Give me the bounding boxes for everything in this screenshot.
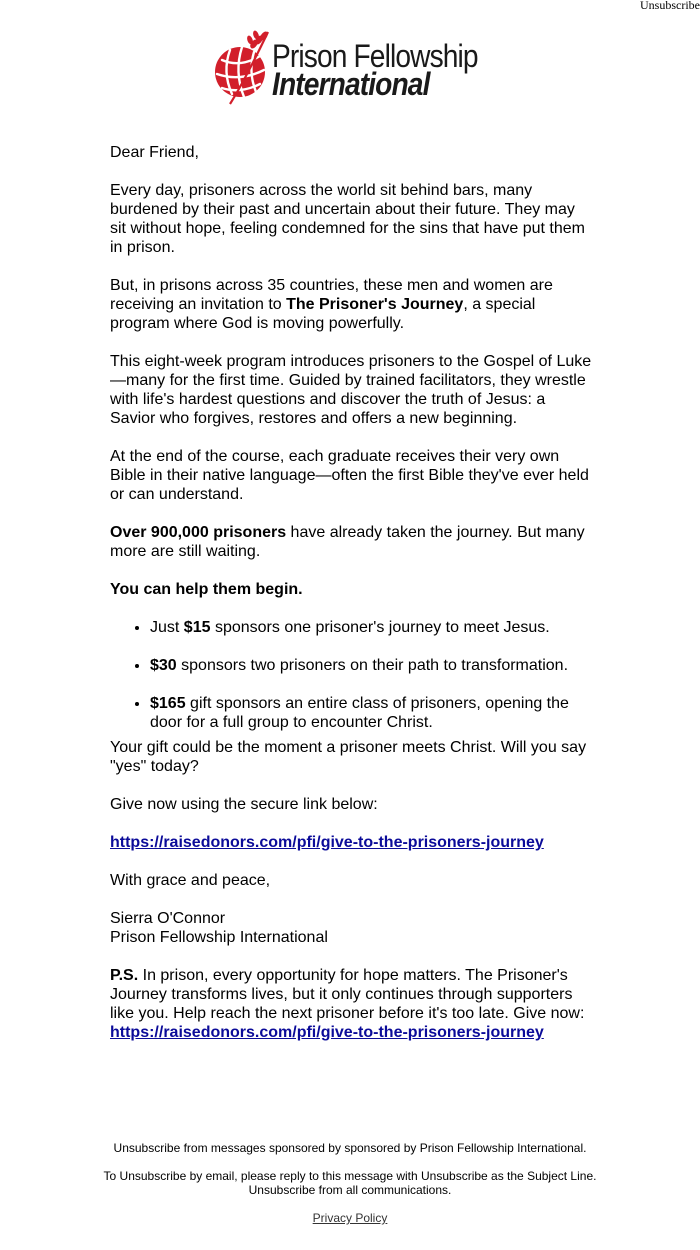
- ps-label: P.S.: [110, 967, 139, 984]
- give-link-paragraph: [110, 833, 595, 852]
- list-item-text: gift sponsors an entire class of prisoners, opening the door for a full group to encounter Christ.: [150, 695, 569, 731]
- privacy-policy-link[interactable]: Privacy Policy: [312, 1211, 388, 1225]
- logo-line-1: Prison Fellowship: [272, 38, 478, 74]
- list-item-text: sponsors two prisoners on their path to transformation.: [176, 657, 569, 674]
- logo-wordmark: [272, 38, 478, 102]
- footer-sponsor-line: Unsubscribe from messages sponsored by sponsored by Prison Fellowship International.: [113, 1141, 587, 1155]
- signer-org: Prison Fellowship International: [110, 929, 328, 946]
- footer-email-unsubscribe: [0, 1169, 700, 1197]
- postscript: [110, 966, 595, 1042]
- footer-unsubscribe-all[interactable]: Unsubscribe from all communications.: [248, 1183, 452, 1197]
- list-item: [150, 618, 595, 637]
- signer-name: Sierra O'Connor: [110, 910, 226, 927]
- list-item: [150, 656, 595, 675]
- paragraph-7: Give now using the secure link below:: [110, 796, 378, 813]
- paragraph-6: Your gift could be the moment a prisoner meets Christ. Will you say "yes" today?: [110, 739, 587, 775]
- list-item-text: Just: [150, 619, 184, 636]
- footer-email-text: To Unsubscribe by email, please reply to this message with Unsubscribe as the Subject Line.: [103, 1169, 597, 1183]
- prisoner-count: Over 900,000 prisoners: [110, 524, 287, 541]
- footer-privacy: [0, 1211, 700, 1225]
- paragraph-2-text-end: , a special program where God is moving powerfully.: [110, 296, 536, 332]
- paragraph-3: This eight-week program introduces prisoners to the Gospel of Luke—many for the first time. Guided by trained facilitators, they wrestle with life's hardest questions and discover the truth of Jesus: a Savior who forgives, restores and offers a new beginning.: [110, 353, 592, 427]
- paragraph-1: Every day, prisoners across the world sit behind bars, many burdened by their past and uncertain about their future. They may sit without hope, feeling condemned for the sins that have put them in prison.: [110, 182, 585, 256]
- globe-wheat-icon: [210, 30, 272, 110]
- footer: [0, 1141, 700, 1239]
- ps-text: In prison, every opportunity for hope matters. The Prisoner's Journey transforms lives, but it only continues through supporters like you. Help reach the next prisoner before it's too late. Give now:: [110, 967, 585, 1022]
- unsubscribe-top-link[interactable]: Unsubscribe: [640, 0, 700, 12]
- paragraph-5-text: have already taken the journey. But many more are still waiting.: [110, 524, 585, 560]
- paragraph-2: [110, 276, 595, 333]
- paragraph-2-text: But, in prisons across 35 countries, these men and women are receiving an invitation to: [110, 277, 553, 313]
- ps-give-link[interactable]: https://raisedonors.com/pfi/give-to-the-prisoners-journey: [110, 1024, 544, 1041]
- signature: [110, 909, 595, 947]
- list-item-text: sponsors one prisoner's journey to meet Jesus.: [210, 619, 550, 636]
- gift-list: [110, 618, 595, 732]
- pfi-logo: [210, 30, 500, 110]
- closing: With grace and peace,: [110, 872, 271, 889]
- gift-amount: $30: [150, 657, 177, 674]
- greeting: Dear Friend,: [110, 144, 199, 161]
- cta-heading: [110, 580, 595, 599]
- cta-heading-text: You can help them begin.: [110, 581, 303, 598]
- gift-amount: $15: [183, 619, 211, 636]
- letter-body: [110, 143, 595, 1061]
- program-name: The Prisoner's Journey: [286, 296, 464, 313]
- paragraph-4: At the end of the course, each graduate receives their very own Bible in their native language—often the first Bible they've ever held or can understand.: [110, 448, 589, 503]
- logo-line-2: International: [272, 66, 430, 102]
- paragraph-5: [110, 523, 595, 561]
- give-link[interactable]: https://raisedonors.com/pfi/give-to-the-prisoners-journey: [110, 834, 544, 851]
- gift-amount: $165: [150, 695, 186, 712]
- list-item: [150, 694, 595, 732]
